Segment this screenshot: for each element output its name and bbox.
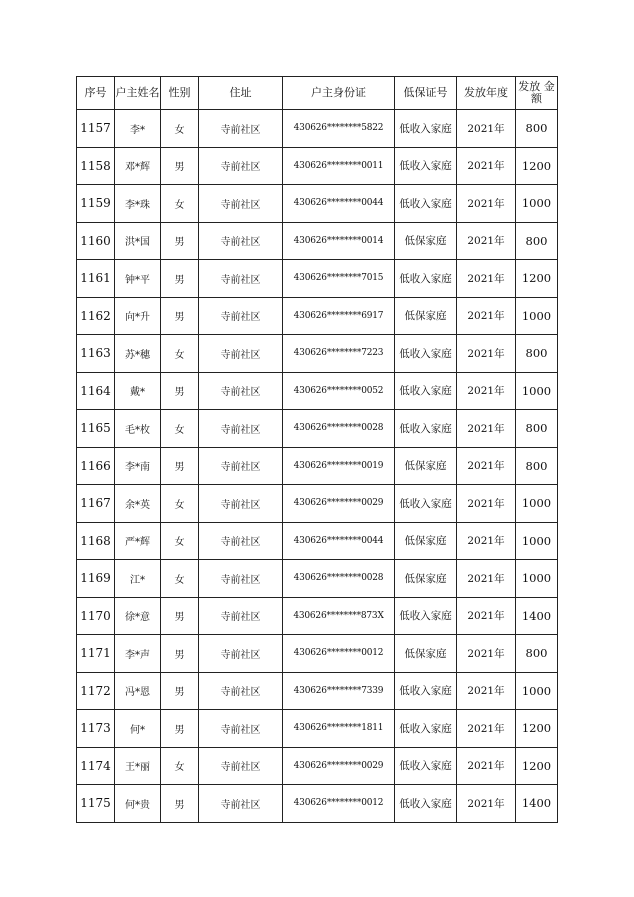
- table-row: [77, 110, 558, 148]
- cell-type: 低收入家庭: [395, 710, 457, 748]
- cell-amount: 800: [516, 410, 558, 448]
- cell-address: 寺前社区: [199, 785, 283, 823]
- cell-name: 戴*: [115, 372, 161, 410]
- cell-name: 江*: [115, 560, 161, 598]
- col-header-amount: 发放 金额: [516, 77, 558, 110]
- cell-year: 2021年: [457, 522, 516, 560]
- cell-year: 2021年: [457, 335, 516, 373]
- cell-address: 寺前社区: [199, 147, 283, 185]
- cell-no: 1169: [77, 560, 115, 598]
- cell-id: 430626********1811: [283, 710, 395, 748]
- cell-sex: 女: [161, 410, 199, 448]
- cell-id: 430626********6917: [283, 297, 395, 335]
- table-body: [77, 110, 558, 823]
- cell-year: 2021年: [457, 185, 516, 223]
- cell-no: 1166: [77, 447, 115, 485]
- cell-sex: 男: [161, 710, 199, 748]
- cell-year: 2021年: [457, 672, 516, 710]
- cell-no: 1164: [77, 372, 115, 410]
- cell-sex: 男: [161, 372, 199, 410]
- cell-year: 2021年: [457, 260, 516, 298]
- cell-no: 1173: [77, 710, 115, 748]
- cell-name: 李*声: [115, 635, 161, 673]
- table-row: [77, 447, 558, 485]
- cell-id: 430626********0012: [283, 635, 395, 673]
- cell-sex: 男: [161, 297, 199, 335]
- cell-address: 寺前社区: [199, 485, 283, 523]
- cell-year: 2021年: [457, 597, 516, 635]
- cell-amount: 1400: [516, 785, 558, 823]
- cell-amount: 1000: [516, 297, 558, 335]
- cell-name: 冯*恩: [115, 672, 161, 710]
- table-row: [77, 335, 558, 373]
- cell-no: 1157: [77, 110, 115, 148]
- cell-no: 1165: [77, 410, 115, 448]
- table-row: [77, 522, 558, 560]
- cell-address: 寺前社区: [199, 560, 283, 598]
- cell-id: 430626********0052: [283, 372, 395, 410]
- cell-year: 2021年: [457, 410, 516, 448]
- cell-sex: 男: [161, 785, 199, 823]
- table-row: [77, 635, 558, 673]
- cell-sex: 女: [161, 522, 199, 560]
- col-header-address: 住址: [199, 77, 283, 110]
- cell-year: 2021年: [457, 747, 516, 785]
- cell-amount: 1000: [516, 485, 558, 523]
- table-row: [77, 185, 558, 223]
- cell-amount: 1400: [516, 597, 558, 635]
- cell-type: 低保家庭: [395, 447, 457, 485]
- cell-amount: 1200: [516, 260, 558, 298]
- cell-id: 430626********0014: [283, 222, 395, 260]
- cell-name: 洪*国: [115, 222, 161, 260]
- cell-address: 寺前社区: [199, 222, 283, 260]
- col-header-type: 低保证号: [395, 77, 457, 110]
- cell-name: 钟*平: [115, 260, 161, 298]
- cell-name: 李*珠: [115, 185, 161, 223]
- cell-id: 430626********0028: [283, 410, 395, 448]
- col-header-no: 序号: [77, 77, 115, 110]
- col-header-id: 户主身份证: [283, 77, 395, 110]
- cell-no: 1162: [77, 297, 115, 335]
- cell-no: 1171: [77, 635, 115, 673]
- cell-address: 寺前社区: [199, 710, 283, 748]
- table-row: [77, 672, 558, 710]
- cell-address: 寺前社区: [199, 747, 283, 785]
- cell-no: 1158: [77, 147, 115, 185]
- cell-id: 430626********0028: [283, 560, 395, 598]
- cell-amount: 800: [516, 447, 558, 485]
- cell-name: 何*贵: [115, 785, 161, 823]
- cell-amount: 1200: [516, 147, 558, 185]
- cell-address: 寺前社区: [199, 447, 283, 485]
- col-header-sex: 性别: [161, 77, 199, 110]
- cell-name: 何*: [115, 710, 161, 748]
- cell-type: 低收入家庭: [395, 335, 457, 373]
- cell-no: 1175: [77, 785, 115, 823]
- cell-amount: 800: [516, 110, 558, 148]
- cell-id: 430626********5822: [283, 110, 395, 148]
- cell-sex: 男: [161, 635, 199, 673]
- cell-type: 低保家庭: [395, 522, 457, 560]
- col-header-year: 发放年度: [457, 77, 516, 110]
- cell-no: 1168: [77, 522, 115, 560]
- cell-name: 严*辉: [115, 522, 161, 560]
- cell-address: 寺前社区: [199, 410, 283, 448]
- cell-address: 寺前社区: [199, 635, 283, 673]
- cell-amount: 1000: [516, 522, 558, 560]
- table-row: [77, 785, 558, 823]
- cell-type: 低收入家庭: [395, 185, 457, 223]
- cell-type: 低收入家庭: [395, 410, 457, 448]
- cell-id: 430626********7223: [283, 335, 395, 373]
- cell-type: 低保家庭: [395, 222, 457, 260]
- cell-name: 王*丽: [115, 747, 161, 785]
- cell-id: 430626********0029: [283, 485, 395, 523]
- cell-no: 1161: [77, 260, 115, 298]
- cell-no: 1174: [77, 747, 115, 785]
- cell-no: 1159: [77, 185, 115, 223]
- cell-id: 430626********0044: [283, 522, 395, 560]
- cell-id: 430626********0019: [283, 447, 395, 485]
- cell-sex: 女: [161, 747, 199, 785]
- cell-year: 2021年: [457, 635, 516, 673]
- cell-address: 寺前社区: [199, 335, 283, 373]
- cell-name: 李*南: [115, 447, 161, 485]
- cell-type: 低保家庭: [395, 560, 457, 598]
- cell-no: 1163: [77, 335, 115, 373]
- cell-no: 1170: [77, 597, 115, 635]
- cell-sex: 女: [161, 110, 199, 148]
- cell-amount: 1000: [516, 672, 558, 710]
- cell-address: 寺前社区: [199, 522, 283, 560]
- cell-amount: 1200: [516, 747, 558, 785]
- cell-address: 寺前社区: [199, 110, 283, 148]
- table-row: [77, 560, 558, 598]
- cell-amount: 800: [516, 635, 558, 673]
- cell-address: 寺前社区: [199, 260, 283, 298]
- cell-no: 1160: [77, 222, 115, 260]
- cell-sex: 女: [161, 485, 199, 523]
- col-header-name: 户主姓名: [115, 77, 161, 110]
- cell-type: 低收入家庭: [395, 260, 457, 298]
- cell-address: 寺前社区: [199, 672, 283, 710]
- table-row: [77, 410, 558, 448]
- header-row: [77, 77, 558, 110]
- cell-name: 毛*枚: [115, 410, 161, 448]
- cell-address: 寺前社区: [199, 297, 283, 335]
- table-row: [77, 297, 558, 335]
- cell-sex: 女: [161, 560, 199, 598]
- cell-year: 2021年: [457, 785, 516, 823]
- table-row: [77, 597, 558, 635]
- cell-type: 低收入家庭: [395, 372, 457, 410]
- cell-sex: 男: [161, 147, 199, 185]
- cell-no: 1167: [77, 485, 115, 523]
- cell-address: 寺前社区: [199, 372, 283, 410]
- cell-amount: 800: [516, 335, 558, 373]
- table-row: [77, 372, 558, 410]
- cell-id: 430626********0011: [283, 147, 395, 185]
- cell-amount: 1000: [516, 560, 558, 598]
- cell-year: 2021年: [457, 147, 516, 185]
- table-row: [77, 710, 558, 748]
- cell-name: 李*: [115, 110, 161, 148]
- cell-id: 430626********0029: [283, 747, 395, 785]
- cell-name: 苏*穗: [115, 335, 161, 373]
- cell-type: 低收入家庭: [395, 485, 457, 523]
- cell-type: 低保家庭: [395, 297, 457, 335]
- cell-name: 邓*辉: [115, 147, 161, 185]
- cell-no: 1172: [77, 672, 115, 710]
- table-row: [77, 147, 558, 185]
- cell-year: 2021年: [457, 372, 516, 410]
- cell-sex: 男: [161, 260, 199, 298]
- cell-name: 徐*意: [115, 597, 161, 635]
- cell-name: 余*英: [115, 485, 161, 523]
- cell-address: 寺前社区: [199, 185, 283, 223]
- cell-year: 2021年: [457, 110, 516, 148]
- cell-sex: 男: [161, 222, 199, 260]
- cell-year: 2021年: [457, 447, 516, 485]
- cell-year: 2021年: [457, 560, 516, 598]
- cell-name: 向*升: [115, 297, 161, 335]
- cell-type: 低收入家庭: [395, 597, 457, 635]
- table-row: [77, 485, 558, 523]
- cell-year: 2021年: [457, 485, 516, 523]
- cell-year: 2021年: [457, 710, 516, 748]
- cell-id: 430626********0012: [283, 785, 395, 823]
- table-row: [77, 222, 558, 260]
- cell-amount: 1200: [516, 710, 558, 748]
- cell-sex: 男: [161, 447, 199, 485]
- cell-type: 低收入家庭: [395, 747, 457, 785]
- cell-sex: 女: [161, 185, 199, 223]
- cell-type: 低保家庭: [395, 635, 457, 673]
- cell-type: 低收入家庭: [395, 147, 457, 185]
- cell-year: 2021年: [457, 222, 516, 260]
- cell-type: 低收入家庭: [395, 110, 457, 148]
- table-row: [77, 747, 558, 785]
- table-row: [77, 260, 558, 298]
- cell-address: 寺前社区: [199, 597, 283, 635]
- cell-year: 2021年: [457, 297, 516, 335]
- cell-amount: 1000: [516, 185, 558, 223]
- cell-type: 低收入家庭: [395, 785, 457, 823]
- cell-amount: 800: [516, 222, 558, 260]
- cell-id: 430626********7015: [283, 260, 395, 298]
- cell-sex: 女: [161, 335, 199, 373]
- cell-id: 430626********0044: [283, 185, 395, 223]
- allowance-table: [76, 76, 558, 823]
- cell-id: 430626********7339: [283, 672, 395, 710]
- cell-sex: 男: [161, 597, 199, 635]
- cell-sex: 男: [161, 672, 199, 710]
- cell-type: 低收入家庭: [395, 672, 457, 710]
- cell-id: 430626********873X: [283, 597, 395, 635]
- cell-amount: 1000: [516, 372, 558, 410]
